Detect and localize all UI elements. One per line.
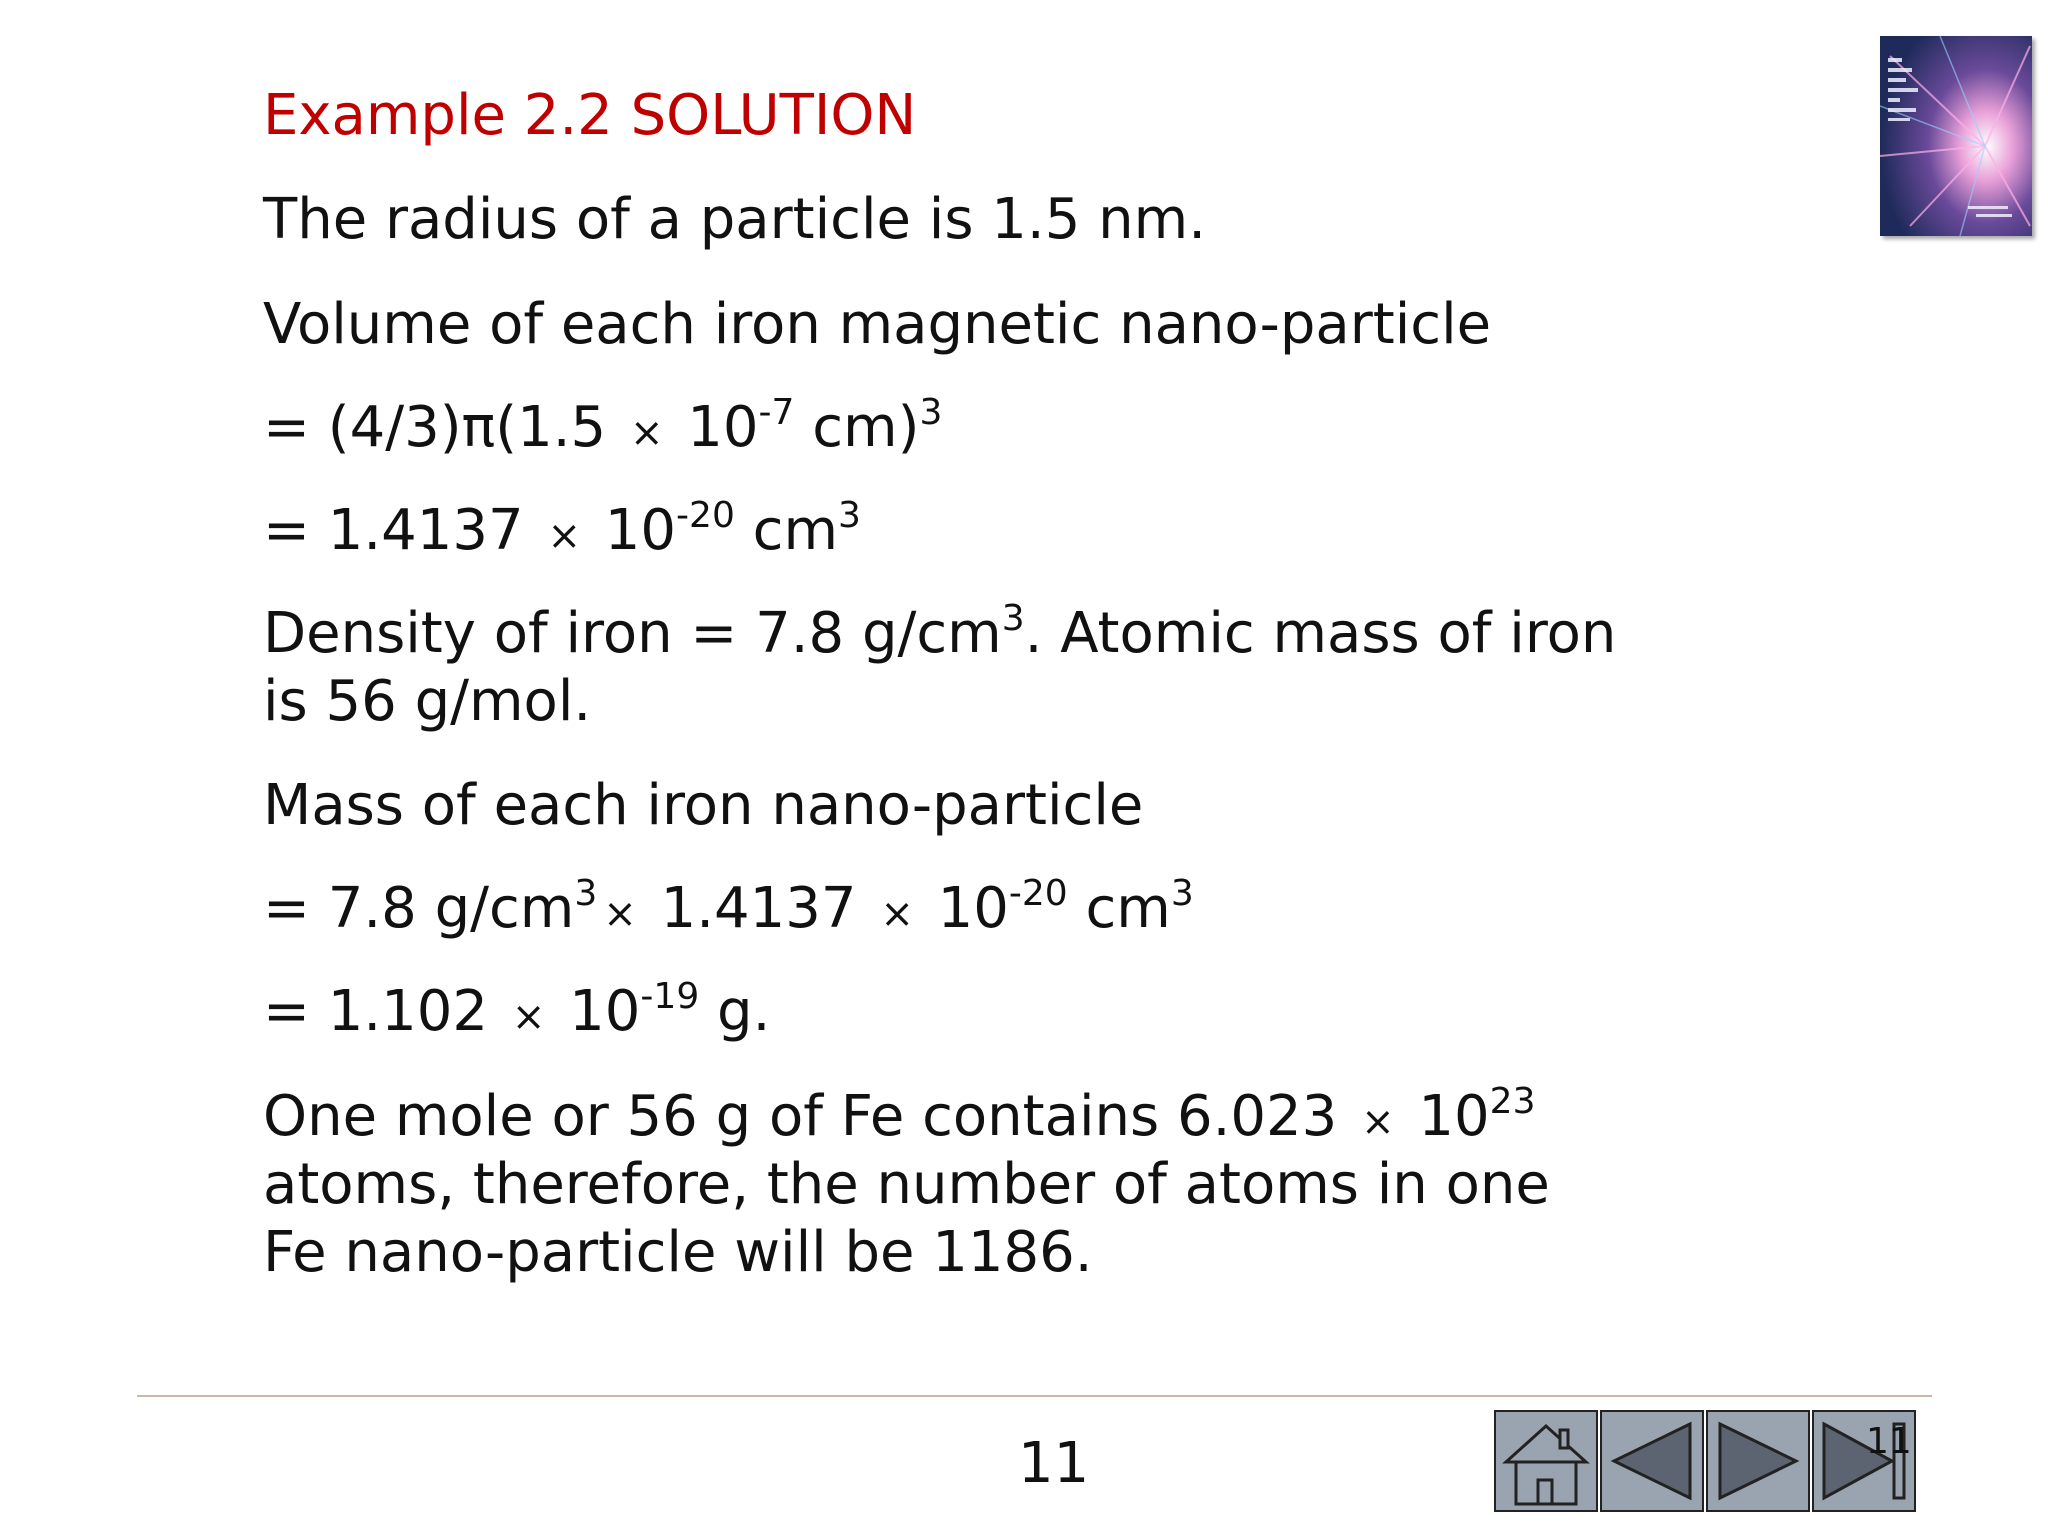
times-symbol: ×	[629, 410, 664, 456]
text-line-1: The radius of a particle is 1.5 nm.	[263, 187, 1207, 252]
text-line-8	[263, 875, 1194, 948]
text-segment: 10	[669, 395, 759, 460]
exponent: 3	[1170, 873, 1194, 914]
text-segment: = (4/3)π(1.5	[263, 395, 624, 460]
triangle-right-icon	[1708, 1412, 1808, 1510]
text-segment: g.	[699, 979, 771, 1044]
times-symbol: ×	[880, 891, 914, 937]
text-segment: = 1.4137	[263, 498, 542, 563]
exponent: 3	[838, 495, 861, 536]
footer-divider	[137, 1395, 1932, 1397]
home-icon	[1496, 1412, 1596, 1510]
exponent: 3	[919, 392, 943, 433]
exponent: 3	[1001, 598, 1025, 639]
last-slide-button[interactable]	[1812, 1410, 1916, 1512]
next-slide-button[interactable]	[1706, 1410, 1810, 1512]
text-segment: Density of iron = 7.8 g/cm	[263, 601, 1002, 666]
text-segment: cm	[1067, 876, 1171, 941]
text-line-10	[263, 1083, 1535, 1156]
text-line-2: Volume of each iron magnetic nano-particle	[263, 292, 1492, 357]
triangle-left-icon	[1602, 1412, 1702, 1510]
exponent: -7	[758, 392, 795, 433]
times-symbol: ×	[603, 891, 637, 937]
times-symbol: ×	[1361, 1099, 1395, 1145]
text-segment: One mole or 56 g of Fe contains 6.023	[263, 1084, 1356, 1149]
text-segment: . Atomic mass of iron	[1024, 601, 1617, 666]
exponent: 23	[1489, 1081, 1536, 1122]
text-line-4	[263, 497, 861, 570]
exponent: -19	[640, 976, 700, 1017]
text-segment: = 1.102	[263, 979, 506, 1044]
exponent: -20	[1008, 873, 1068, 914]
exponent: 3	[574, 873, 598, 914]
text-line-11: atoms, therefore, the number of atoms in one	[263, 1152, 1550, 1217]
text-segment: 1.4137	[642, 876, 875, 941]
text-line-3	[263, 394, 942, 467]
exponent: -20	[676, 495, 735, 536]
text-line-9	[263, 978, 770, 1051]
previous-slide-button[interactable]	[1600, 1410, 1704, 1512]
text-segment: 10	[919, 876, 1009, 941]
text-segment: = 7.8 g/cm	[263, 876, 575, 941]
page-number: 11	[1018, 1431, 1090, 1496]
text-segment: 10	[1400, 1084, 1490, 1149]
book-cover-art	[1880, 36, 2032, 236]
text-segment: 10	[586, 498, 677, 563]
times-symbol: ×	[511, 994, 546, 1040]
text-line-7: Mass of each iron nano-particle	[263, 773, 1144, 838]
text-line-12: Fe nano-particle will be 1186.	[263, 1220, 1093, 1285]
text-segment: 10	[551, 979, 641, 1044]
text-line-5	[263, 600, 1616, 668]
text-segment: cm)	[794, 395, 920, 460]
home-button[interactable]	[1494, 1410, 1598, 1512]
text-line-6: is 56 g/mol.	[263, 669, 592, 734]
text-segment: cm	[734, 498, 838, 563]
slide-title: Example 2.2 SOLUTION	[263, 83, 917, 148]
nav-page-number: 11	[1866, 1421, 1912, 1462]
times-symbol: ×	[547, 513, 581, 559]
book-cover-image	[1880, 36, 2032, 236]
